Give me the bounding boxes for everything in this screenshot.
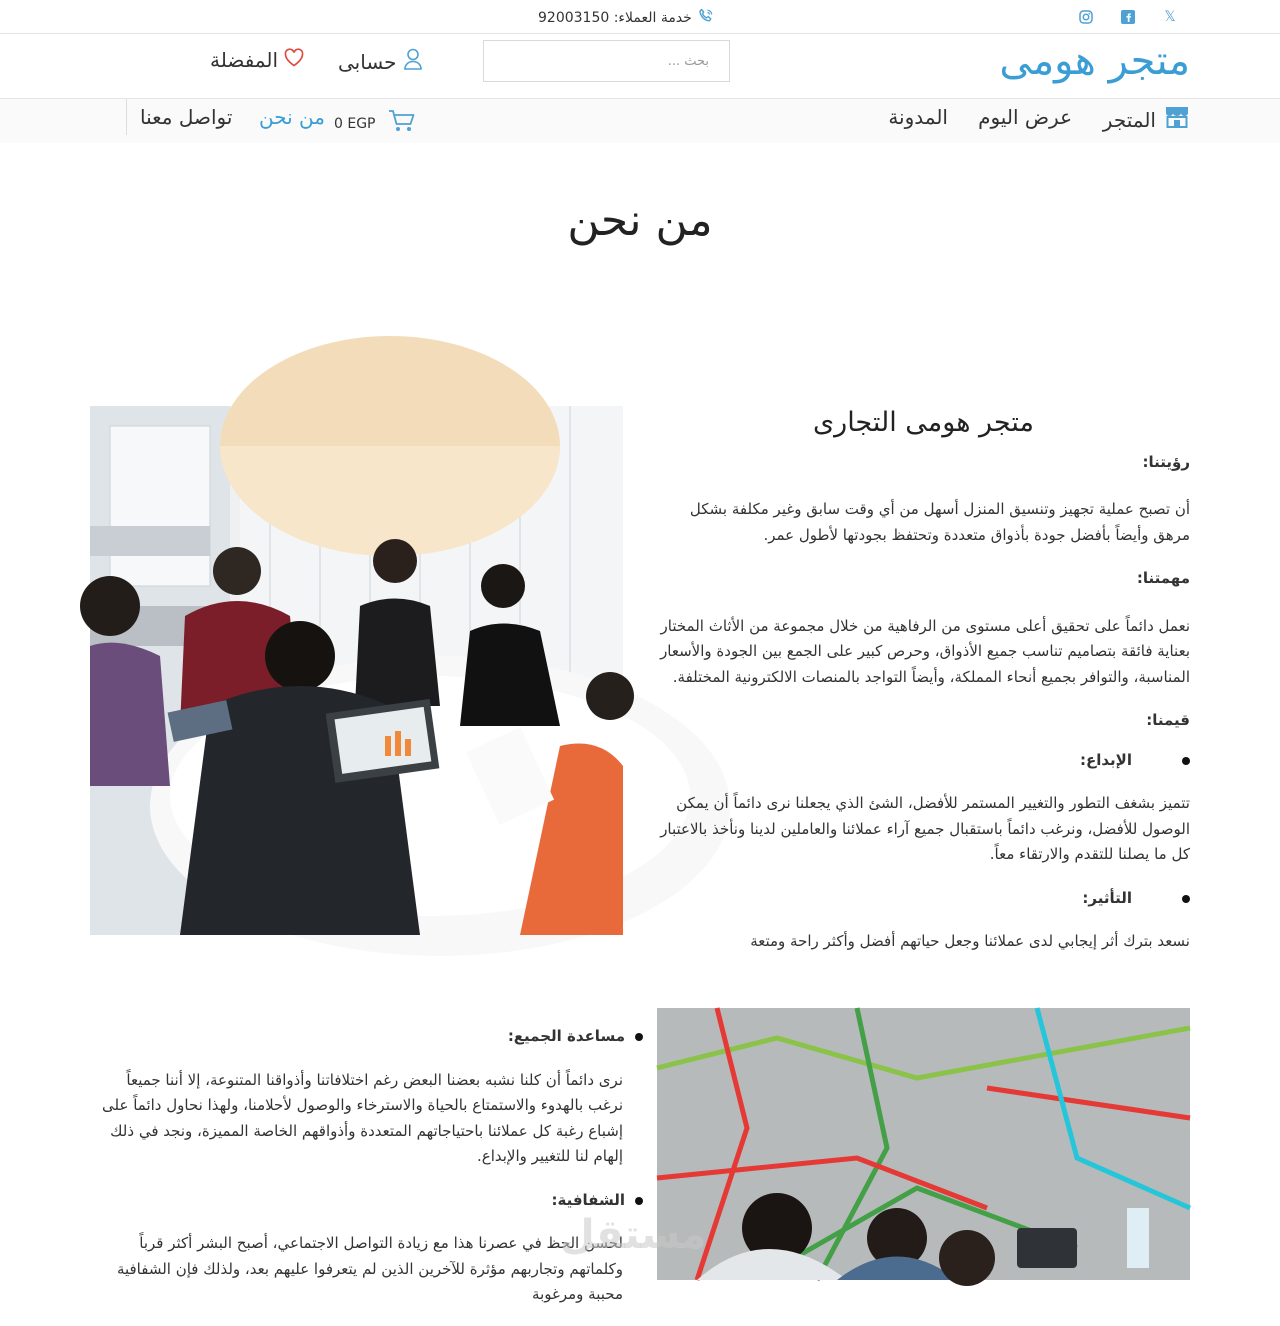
search-input[interactable]: بحث ... (483, 40, 730, 82)
value-text: نسعد بترك أثر إيجابي لدى عملائنا وجعل حياتهم أفضل وأكثر راحة ومتعة (750, 932, 1190, 950)
facebook-icon[interactable] (1118, 7, 1138, 27)
nav-item-blog[interactable] (888, 105, 948, 129)
header (0, 34, 1280, 99)
values-label: قيمنا: (1146, 711, 1190, 729)
about-heading: متجر هومى التجارى (813, 407, 1034, 438)
heart-icon (284, 48, 304, 72)
account-label: حسابى (338, 49, 397, 74)
nav-item-label: من نحن (259, 105, 325, 129)
value-title: الشفافية: (90, 1188, 643, 1214)
account-link[interactable] (338, 48, 423, 75)
nav-item-label: المدونة (888, 105, 948, 129)
site-logo[interactable]: متجر هومى (999, 38, 1190, 84)
vision-label: رؤيتنا: (1142, 452, 1190, 471)
nav-item-store[interactable] (1103, 105, 1190, 134)
value-title: الإبداع: (657, 748, 1190, 774)
instagram-icon[interactable] (1076, 7, 1096, 27)
nav-item-label: المتجر (1102, 107, 1156, 132)
cart-link[interactable] (334, 109, 416, 139)
cart-icon (388, 109, 416, 139)
top-bar (0, 0, 1280, 34)
mission-text: نعمل دائماً على تحقيق أعلى مستوى من الرفاهية من خلال مجموعة من الأثاث المختار بعناية فائقة بتصاميم تناسب جميع الأذواق، وحرص كبير على الجمع بين الجودة والأسعار المناسبة، والتوافر بجميع أنحاء المملكة، وأيضاً التواجد بالمنصات الالكترونية المختلفة. (660, 616, 1190, 686)
mission-label: مهمتنا: (1136, 569, 1190, 587)
watermark: مستقل (560, 1212, 707, 1258)
cart-total: 0 EGP (334, 116, 376, 132)
team-meeting-image (90, 406, 623, 935)
wishlist-link[interactable] (210, 48, 304, 72)
nav-item-label: تواصل معنا (140, 105, 233, 129)
page-title: من نحن (567, 195, 713, 246)
x-twitter-icon[interactable]: 𝕏 (1164, 9, 1176, 25)
nav-item-deal-of-day[interactable] (978, 105, 1072, 129)
value-title: التأثير: (657, 886, 1190, 912)
user-icon (403, 48, 423, 75)
team-overhead-image (657, 1008, 1190, 1280)
nav-divider (126, 99, 127, 135)
value-text: لحسن الحظ في عصرنا هذا مع زيادة التواصل الاجتماعي، أصبح البشر أكثر قرباً وكلماتهم وتجاربهم مؤثرة للآخرين الذين لم يتعرفوا عليهم بعد، ولذلك فإن الشفافية محببة ومرغوبة (116, 1234, 623, 1303)
wishlist-label: المفضلة (210, 48, 279, 72)
about-text-column (657, 407, 1190, 973)
value-text: نرى دائماً أن كلنا نشبه بعضنا البعض رغم اختلافاتنا وأذواقنا المتنوعة، إلا أننا جميعاً نرغب بالهدوء والاستمتاع بالحياة والاسترخاء والوصول لأحلامنا، ولهذا نحاول دائماً على إشباع رغبة كل عملائنا باحتياجاتهم المتعددة وأذواقهم الخاصة المميزة، ونجد في ذلك إلهام لنا للتغيير والإبداع. (102, 1070, 623, 1165)
nav-item-contact[interactable] (140, 105, 232, 129)
nav-item-about[interactable] (259, 105, 325, 129)
store-icon (1164, 105, 1190, 134)
phone-icon (698, 8, 714, 28)
nav-item-label: عرض اليوم (978, 105, 1072, 129)
social-links (1076, 7, 1180, 27)
values-text-column (90, 1024, 623, 1326)
customer-service-text: خدمة العملاء: 92003150 (538, 10, 692, 26)
customer-service[interactable] (538, 8, 714, 28)
value-text: تتميز بشغف التطور والتغيير المستمر للأفضل، الشئ الذي يجعلنا نرى دائماً أن يمكن الوصول للأفضل، ونرغب دائماً باستقبال جميع آراء عملائنا والعاملين لدينا ونأخذ بالاعتبار كل ما يصلنا للتقدم والارتقاء معاً. (660, 794, 1190, 863)
main-nav (0, 99, 1280, 143)
vision-text: أن تصبح عملية تجهيز وتنسيق المنزل أسهل من أي وقت سابق وغير مكلفة بشكل مرهق وأيضاً بأفضل جودة بأذواق متعددة وتحتفظ بجودتها لأطول عمر. (689, 500, 1190, 544)
value-title: مساعدة الجميع: (90, 1024, 643, 1050)
